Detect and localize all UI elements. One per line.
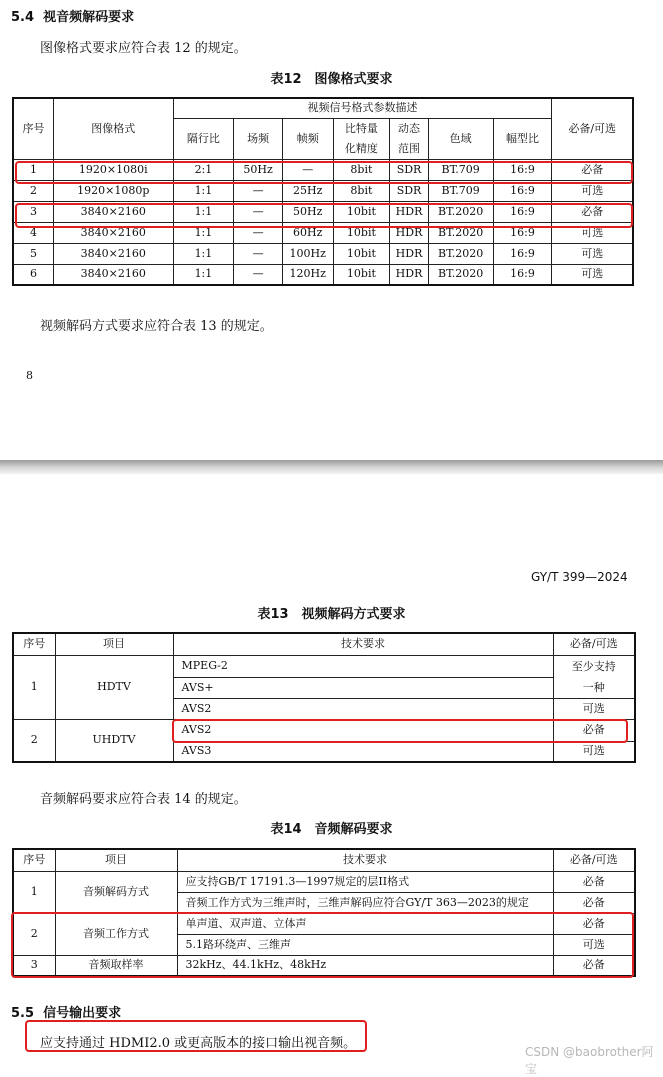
table-row: 2 音频工作方式 单声道、双声道、立体声 必备 [13, 913, 635, 934]
table-row: 3 音频取样率 32kHz、44.1kHz、48kHz 必备 [13, 955, 635, 976]
header-tech: 技术要求 [177, 849, 553, 871]
table-row: 5.1路环绕声、三维声 可选 [13, 934, 635, 955]
page-separator [0, 460, 663, 474]
section-title: 视音频解码要求 [43, 10, 135, 25]
header-seq: 序号 [13, 633, 55, 655]
table12-intro: 图像格式要求应符合表 12 的规定。 [40, 41, 247, 56]
table-row: 2 UHDTV AVS2 必备 [13, 719, 635, 741]
header-seq: 序号 [13, 98, 54, 159]
table-row: 4 3840×2160 1:1 — 60Hz 10bit HDR BT.2020 16:9 可选 [13, 222, 633, 243]
table14 [12, 848, 636, 977]
table13-title: 表13 视频解码方式要求 [257, 607, 406, 622]
header-tech: 技术要求 [173, 633, 553, 655]
table-row: AVS3 可选 [13, 741, 635, 762]
header-seq: 序号 [13, 849, 55, 871]
header-field-rate: 场频 [234, 118, 283, 159]
table-row: 1 音频解码方式 应支持GB/T 17191.3—1997规定的层II格式 必备 [13, 871, 635, 892]
header-bit-depth: 比特量 化精度 [333, 118, 390, 159]
header-param-group: 视频信号格式参数描述 [173, 98, 552, 118]
header-item: 项目 [55, 849, 177, 871]
header-required: 必备/可选 [553, 633, 635, 655]
table-row: AVS2 可选 [13, 698, 635, 719]
header-required: 必备/可选 [553, 849, 635, 871]
table13-intro: 视频解码方式要求应符合表 13 的规定。 [40, 319, 273, 334]
table-row: 5 3840×2160 1:1 — 100Hz 10bit HDR BT.2020 16:9 可选 [13, 243, 633, 264]
table-row: 1 HDTV MPEG-2 至少支持 一种 [13, 655, 635, 677]
header-aspect-ratio: 幅型比 [493, 118, 552, 159]
header-frame-rate: 帧频 [282, 118, 333, 159]
header-dynamic-range: 动态 范围 [390, 118, 428, 159]
section-title: 信号输出要求 [43, 1006, 122, 1021]
section-number: 5.4 [11, 10, 35, 25]
header-format: 图像格式 [54, 98, 174, 159]
document-header: GY/T 399—2024 [531, 570, 628, 584]
table-row: 1 1920×1080i 2:1 50Hz — 8bit SDR BT.709 16:9 必备 [13, 159, 633, 180]
header-item: 项目 [55, 633, 173, 655]
table13 [12, 632, 636, 763]
header-interlace: 隔行比 [173, 118, 234, 159]
table-row: 2 1920×1080p 1:1 — 25Hz 8bit SDR BT.709 16:9 可选 [13, 180, 633, 201]
table12-title: 表12 图像格式要求 [270, 72, 393, 87]
output-requirement: 应支持通过 HDMI2.0 或更高版本的接口输出视音频。 [40, 1036, 357, 1051]
section-5-5-heading [11, 1002, 121, 1021]
section-5-4-heading [11, 6, 134, 25]
header-color-gamut: 色域 [428, 118, 493, 159]
table14-title: 表14 音频解码要求 [270, 822, 393, 837]
table14-intro: 音频解码要求应符合表 14 的规定。 [40, 792, 247, 807]
table-row: AVS+ [13, 677, 635, 698]
page-number: 8 [26, 369, 33, 382]
header-required: 必备/可选 [552, 98, 633, 159]
table-row: 6 3840×2160 1:1 — 120Hz 10bit HDR BT.2020 16:9 可选 [13, 264, 633, 285]
table12 [12, 97, 634, 286]
table-row: 音频工作方式为三维声时，三维声解码应符合GY/T 363—2023的规定 必备 [13, 892, 635, 913]
table-row: 3 3840×2160 1:1 — 50Hz 10bit HDR BT.2020 16:9 必备 [13, 201, 633, 222]
section-number: 5.5 [11, 1006, 35, 1021]
watermark: CSDN @baobrother阿宝 [525, 1045, 654, 1076]
